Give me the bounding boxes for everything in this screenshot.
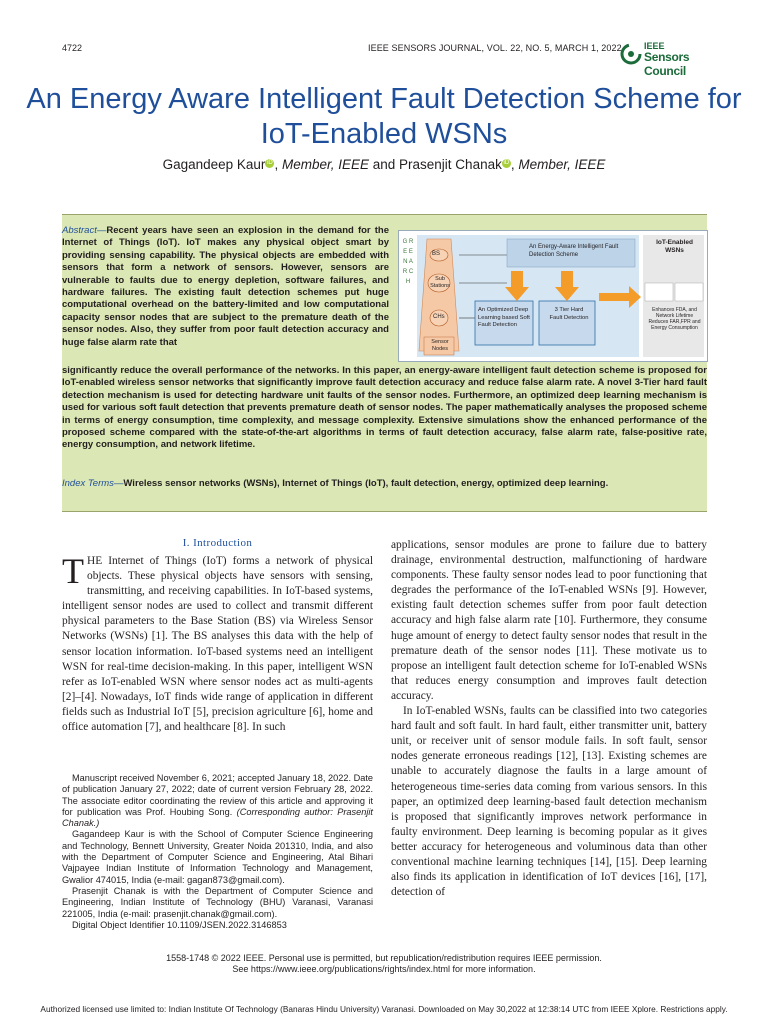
substations-label: Sub Stations	[430, 276, 450, 289]
page-number: 4722	[62, 43, 83, 53]
author-connector: and	[369, 157, 400, 172]
bs-label: BS	[432, 251, 441, 257]
arrow-down-icon	[505, 271, 529, 301]
abstract-dash: —	[96, 225, 107, 236]
author-name: Gagandeep Kaur	[162, 157, 266, 172]
logo-ieee-text: IEEE	[644, 41, 665, 51]
arrow-right-icon	[599, 286, 641, 308]
index-terms-dash: —	[113, 478, 124, 489]
author-name: Prasenjit Chanak	[399, 157, 502, 172]
right-column	[391, 538, 707, 900]
scheme-title-label: An Energy-Aware Intelligent Fault Detection Scheme	[529, 244, 619, 258]
footnote-author2: Prasenjit Chanak is with the Department of Computer Science and Engineering, Indian Institute of Technology (BHU) Varanasi, Varanasi 221005, India (e-mail: prasenjit.chanak@gmail.com).	[62, 885, 373, 919]
index-terms-label: Index Terms	[62, 478, 114, 489]
performance-chart-2	[675, 283, 703, 301]
corresponding-author: (Corresponding author: Prasenjit Chanak.)	[62, 806, 373, 829]
drop-cap: T	[62, 551, 84, 591]
intro-paragraph-2: applications, sensor modules are prone to failure due to battery drainage, environmental destruction, malfunctioning of hardware components. These faulty sensor nodes lead to poor functioning that degrades the performance of the IoT-enabled WSNs [9]. However, existing fault detection schemes suffer from poor fault detection accuracy and high false alarm rate [10]. Furthermore, they consume huge amount of energy to detect faulty sensor nodes that result in the premature death of the sensor nodes [11]. These motivate us to propose an intelligent fault detection scheme for IoT-enabled WSNs that reduces energy consumption and improves fault detection accuracy.	[391, 539, 707, 702]
footnote-manuscript-text: Manuscript received November 6, 2021; accepted January 18, 2022. Date of publication January 27, 2022; date of current version February 28, 2022. The associate editor coordinating the review of this article and approving it for publication was Prof. Houbing Song.	[62, 773, 373, 817]
author-role: Member, IEEE	[518, 157, 606, 172]
copyright-line-2[interactable]: See https://www.ieee.org/publications/rights/index.html for more information.	[232, 964, 536, 974]
paper-title: An Energy Aware Intelligent Fault Detection Scheme for IoT-Enabled WSNs	[26, 83, 742, 150]
author-line: Gagandeep Kaur iD , Member, IEEE and Prasenjit Chanak iD , Member, IEEE	[162, 157, 606, 172]
copyright-notice	[20, 953, 748, 975]
abstract-text-top	[62, 225, 389, 349]
copyright-line-1: 1558-1748 © 2022 IEEE. Personal use is permitted, but republication/redistribution requires IEEE permission.	[166, 953, 602, 963]
chs-label: CHs	[433, 314, 445, 320]
left-column	[62, 551, 373, 735]
index-terms	[62, 478, 707, 490]
footnote-manuscript	[62, 773, 373, 829]
performance-chart-1	[645, 283, 673, 301]
footnote-author1: Gagandeep Kaur is with the School of Computer Science Engineering and Technology, Bennett University, Greater Noida 201310, India, and also with the Department of Computer Science and Engineering, Atal Bihari Vajpayee Indian Institute of Information Technology and Management, Gwalior 474015, India (e-mail: gagan873@gmail.com).	[62, 829, 373, 885]
orcid-icon[interactable]: iD	[503, 159, 510, 166]
abstract-body-1: Recent years have seen an explosion in the demand for the Internet of Things (IoT). IoT makes any physical object smart by providing sensing capability. The physical objects are embedded with sensors that form a network of sensors. However, sensors are vulnerable to faults due to energy depletion, software failures, and hardware failures. The existing fault detection schemes put huge computational overhead on the battery-limited and low computational capacity sensor nodes that are subject to the premature death of the sensor nodes. Also, they suffer from poor fault detection accuracy and huge false alarm rate that	[62, 225, 389, 348]
footnotes	[62, 773, 373, 931]
hard-fault-label: 3 Tier Hard Fault Detection	[549, 307, 589, 321]
intro-paragraph-1: HE Internet of Things (IoT) forms a network of physical objects. These physical objects have sensors with sensing, transmitting, and receiving capabilities. In IoT-based systems, intelligent sensor nodes are used to collect and transmit different physical parameters to the Base Station (BS) via Wireless Sensor Networks (WSNs) [1]. The BS analyses this data with the help of sensor location information. IoT-based systems need an intelligent WSN for real-time decision-making. In this paper, intelligent WSN refer as IoT-enabled WSN where sensor nodes act as multi-agents [2]–[4]. Nowadays, IoT finds wide range of application in different fields such as Industrial IoT [5], precision agriculture [6], home and office automation [7], and healthcare [8]. In such	[62, 555, 373, 734]
soft-fault-label: An Optimized Deep Learning based Soft Fault Detection	[478, 307, 530, 328]
sensor-nodes-label: Sensor Nodes	[431, 339, 449, 352]
graphical-abstract	[398, 230, 708, 362]
abstract-label: Abstract	[62, 225, 97, 236]
intro-paragraph-3: In IoT-enabled WSNs, faults can be classified into two categories hard fault and soft fault. In hard fault, either transmitter unit, battery unit, or receiver unit of sensor module fails. In soft fault, sensor nodes generate erroneous readings [12], [13]. Existing schemes are unable to accurately diagnose the faults in a large amount of heterogeneous time-series data coming from various sensors. In this paper, an optimized deep learning-based fault detection mechanism is proposed that significantly improves network performance in faulty environment. Deep learning is becoming popular as it gives better accuracy for heterogeneous and voluminous data than other conventional machine learning techniques [14], [15]. Deep learning also finds its application in identification of IoT devices [16], [17], detection of	[391, 705, 707, 899]
arrow-down-icon	[555, 271, 579, 301]
iot-wsn-label: IoT-Enabled WSNs	[656, 239, 693, 254]
footnote-doi[interactable]: Digital Object Identifier 10.1109/JSEN.2022.3146853	[72, 919, 287, 930]
benefits-label: Enhances FDA, and Network Lifetime Reduces FAR,FPR and Energy Consumption	[648, 307, 701, 331]
logo-council-text: Sensors Council	[644, 50, 690, 78]
green-arch-label: G R E E N A R C H	[402, 239, 414, 285]
author-role: Member, IEEE	[281, 157, 369, 172]
abstract-text-bottom: significantly reduce the overall performance of the networks. In this paper, an energy-aware intelligent fault detection scheme is proposed for IoT-enabled wireless sensor networks that significantly improve fault detection accuracy and reduce false alarm rate. A novel 3-Tier hard fault detection mechanism is used for detecting hardware unit faults of the sensor nodes. Furthermore, an optimized deep learning mechanism is used for various soft fault detection that prevents premature death of sensor nodes. The paper mathematically analyses the proposed scheme in terms of energy consumption, time complexity, and message complexity. Extensive simulations show the enhanced performance of the proposed scheme compared with the state-of-the-art algorithms in terms of fault detection accuracy, false alarm rate, false-positive rate, energy consumption, and network lifetime.	[62, 365, 707, 451]
section-heading: I. Introduction	[182, 537, 253, 549]
journal-header: IEEE SENSORS JOURNAL, VOL. 22, NO. 5, MARCH 1, 2022	[368, 43, 622, 53]
orcid-icon[interactable]: iD	[267, 159, 273, 166]
license-notice: Authorized licensed use limited to: Indian Institute Of Technology (Banaras Hindu University) Varanasi. Downloaded on May 30,2022 at 12:38:14 UTC from IEEE Xplore. Restrictions apply.	[40, 1004, 728, 1014]
sensors-council-logo-icon	[620, 43, 642, 65]
index-terms-text: Wireless sensor networks (WSNs), Internet of Things (IoT), fault detection, energy, optimized deep learning.	[123, 478, 609, 489]
sensors-council-logo	[620, 41, 716, 78]
